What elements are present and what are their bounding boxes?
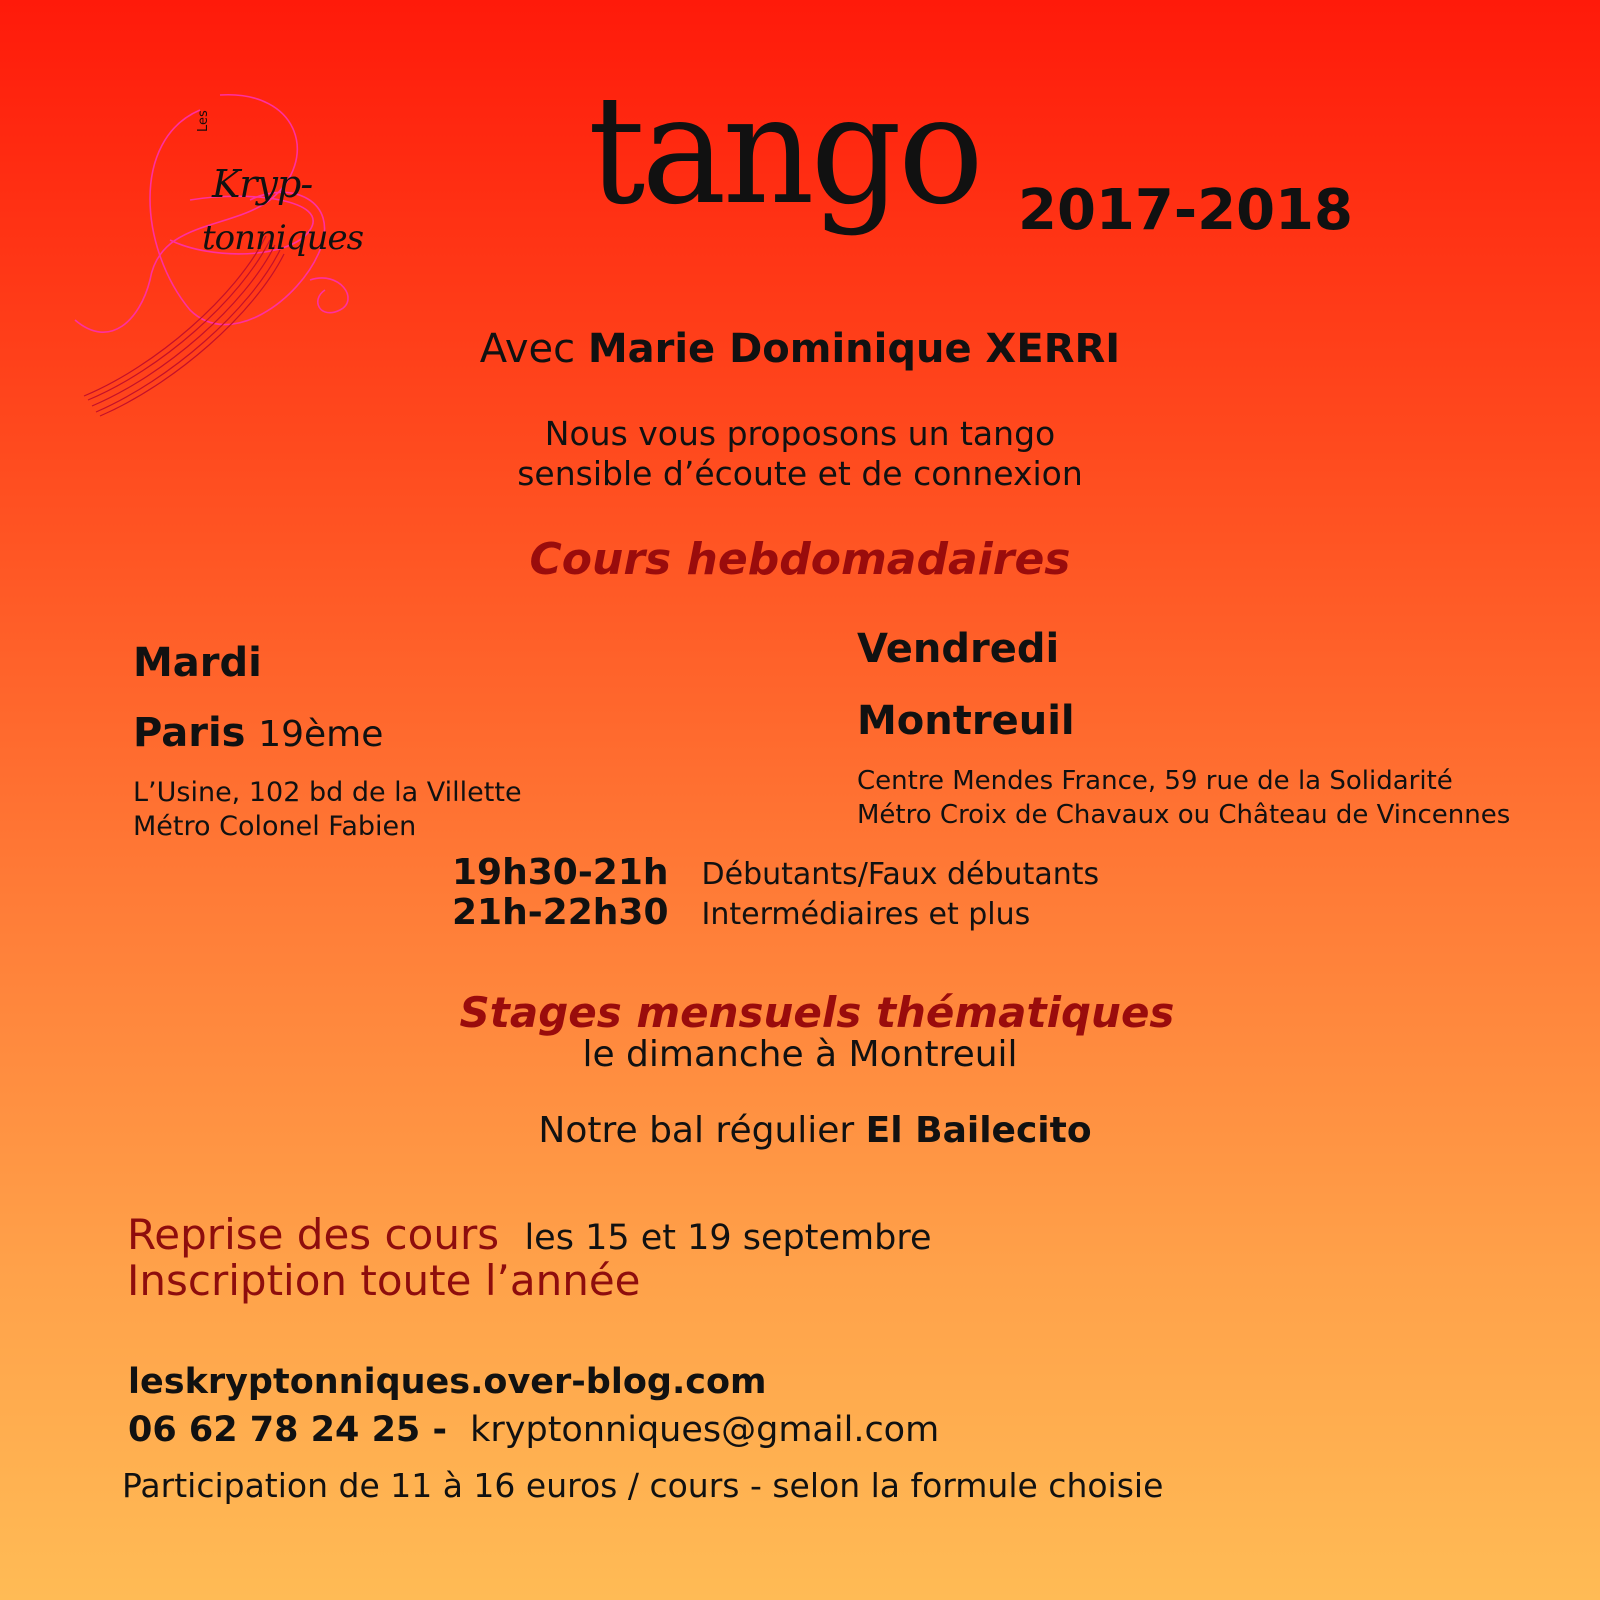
logo-tonniques-text: tonniques: [202, 218, 364, 258]
teacher-line: [0, 326, 1600, 372]
reprise-line: [127, 1210, 931, 1259]
bal-prefix: Notre bal régulier: [538, 1110, 855, 1151]
friday-address: Centre Mendes France, 59 rue de la Solidarité: [857, 766, 1453, 796]
intro-line-1: Nous vous proposons un tango: [544, 414, 1056, 453]
schedule-row: [452, 854, 1099, 894]
tuesday-address-block: [133, 776, 522, 844]
stages-detail: le dimanche à Montreuil: [582, 1034, 1018, 1075]
schedule-level: Intermédiaires et plus: [701, 897, 1031, 932]
email-link[interactable]: kryptonniques@gmail.com: [470, 1410, 940, 1450]
phone-number[interactable]: 06 62 78 24 25 -: [128, 1410, 447, 1450]
tuesday-address: L’Usine, 102 bd de la Villette: [133, 777, 522, 808]
friday-city: Montreuil: [857, 698, 1075, 744]
website-link[interactable]: leskryptonniques.over-blog.com: [128, 1362, 767, 1402]
schedule-time: 19h30-21h: [452, 852, 669, 893]
teacher-prefix: Avec: [479, 326, 576, 372]
friday-address-block: [857, 764, 1510, 832]
intro-line-2: sensible d’écoute et de connexion: [517, 454, 1083, 493]
bal-name: El Bailecito: [865, 1110, 1092, 1151]
price-info: Participation de 11 à 16 euros / cours - selon la formule choisie: [122, 1466, 1164, 1505]
page-title: tango: [588, 64, 981, 238]
reprise-label: Reprise des cours: [127, 1210, 500, 1259]
teacher-name: Marie Dominique XERRI: [587, 326, 1121, 372]
tuesday-district: 19ème: [258, 714, 384, 755]
friday-metro: Métro Croix de Chavaux ou Château de Vincennes: [857, 800, 1511, 830]
schedule-row: [452, 894, 1099, 934]
friday-day: Vendredi: [857, 626, 1060, 672]
intro-text: [0, 414, 1600, 494]
tuesday-metro: Métro Colonel Fabien: [133, 811, 417, 842]
logo-kryp-text: Kryp-: [212, 162, 313, 206]
schedule-time: 21h-22h30: [452, 892, 669, 933]
weekly-courses-heading: Cours hebdomadaires: [529, 534, 1071, 585]
tuesday-city: Paris: [133, 710, 246, 756]
bal-line: [0, 1110, 1600, 1151]
season-years: 2017-2018: [1018, 178, 1353, 243]
contact-line: [128, 1410, 939, 1450]
inscription-text: Inscription toute l’année: [127, 1256, 641, 1305]
schedule-level: Débutants/Faux débutants: [701, 857, 1100, 892]
reprise-dates: les 15 et 19 septembre: [524, 1218, 932, 1258]
tuesday-day: Mardi: [133, 640, 262, 686]
logo-les-text: Les: [196, 110, 211, 132]
schedule-table: [452, 854, 1099, 934]
tuesday-location: [133, 710, 383, 756]
stages-heading: Stages mensuels thématiques: [459, 988, 1175, 1037]
